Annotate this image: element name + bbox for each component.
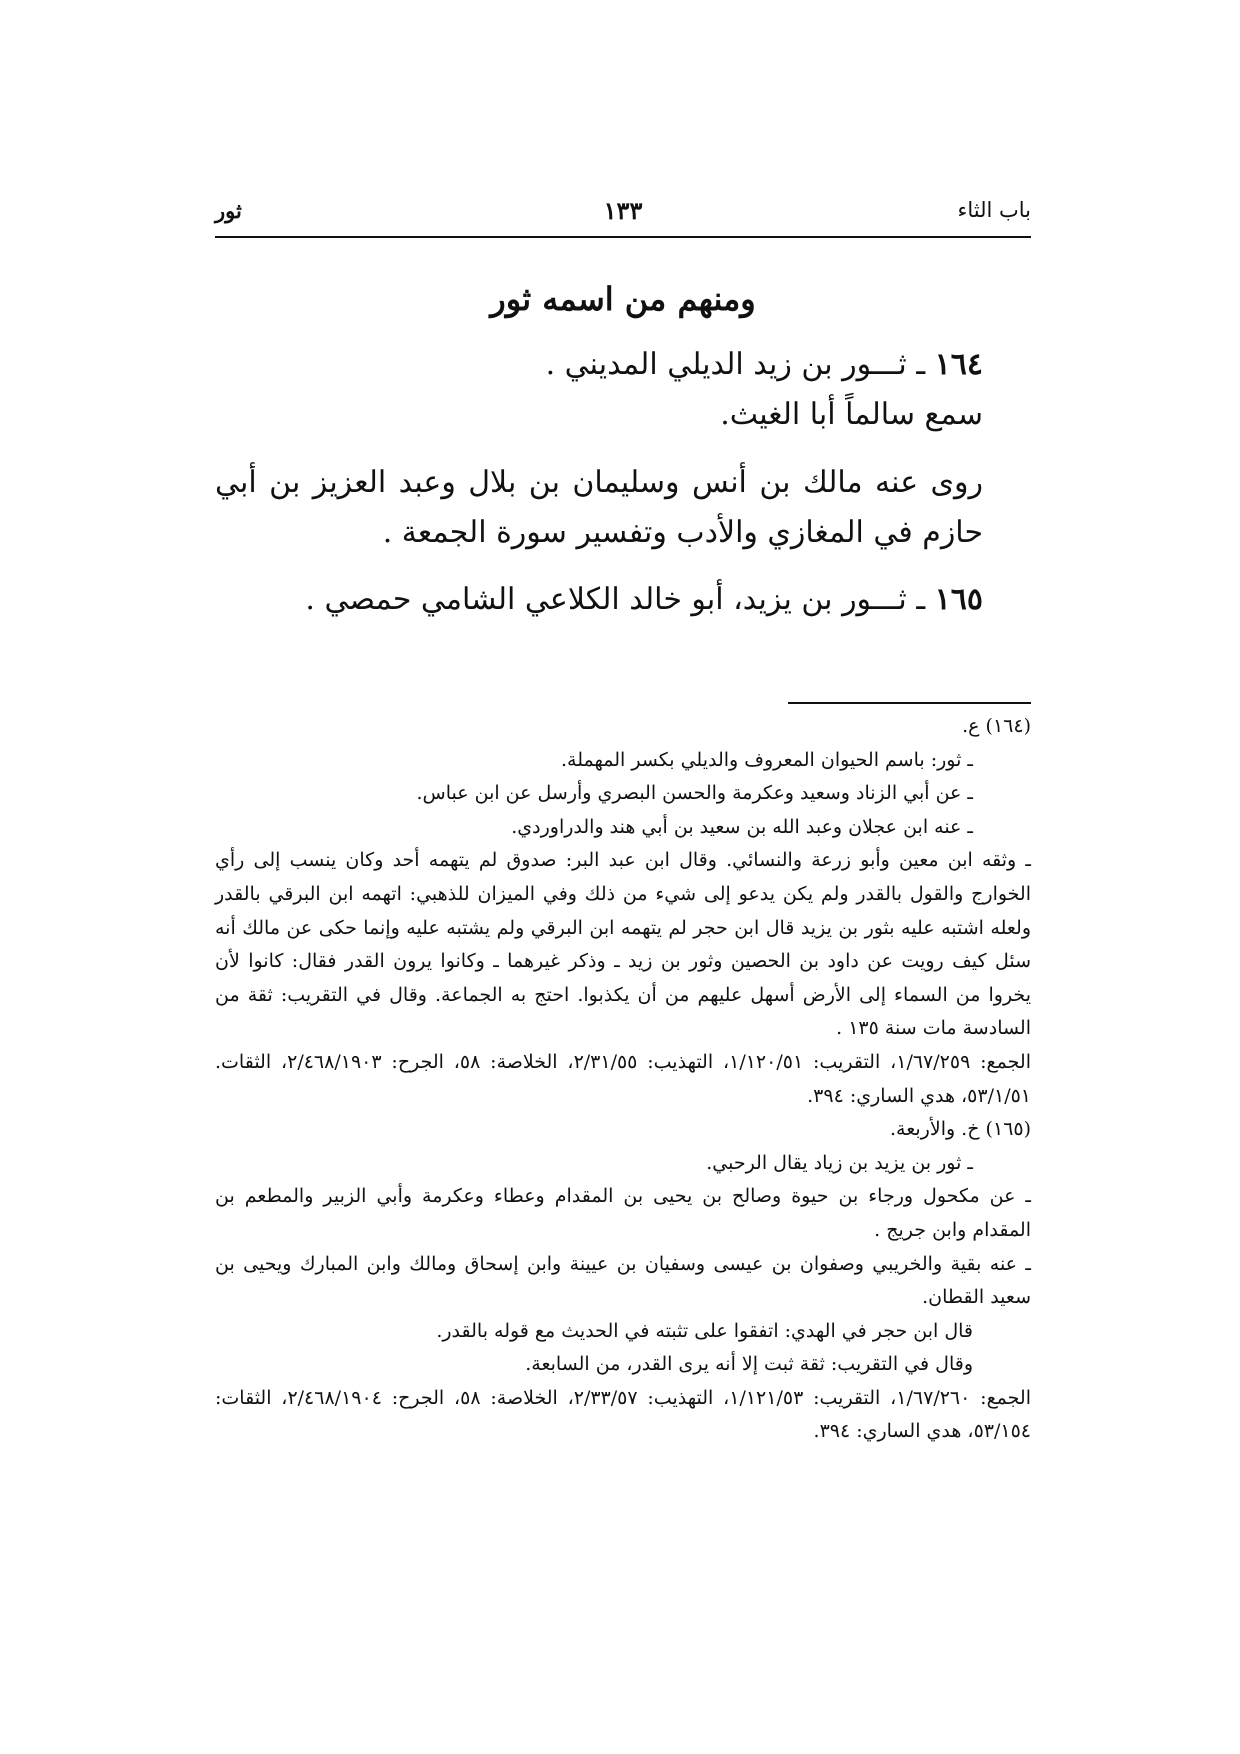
header-keyword: ثور [215, 198, 242, 223]
entry-line: سمع سالماً أبا الغيث. [720, 397, 983, 432]
entry-line: روى عنه مالك بن أنس وسليمان بن بلال وعبد العزيز بن أبي حازم في المغازي والأدب وتفسير سورة الجمعة . [215, 465, 983, 550]
entry-165 [215, 575, 1031, 625]
entry-name: ثـــور بن زيد الديلي المديني . [545, 347, 907, 382]
footnote-sources: الجمع: ١/٦٧/٢٦٠، التقريب: ١/١٢١/٥٣، التهذيب: ٢/٣٣/٥٧، الخلاصة: ٥٨، الجرح: ٢/٤٦٨/١٩٠٤، الثقات: ٥٣/١٥٤، هدي الساري: ٣٩٤. [215, 1386, 1031, 1443]
footnote-sources: الجمع: ١/٦٧/٢٥٩، التقريب: ١/١٢٠/٥١، التهذيب: ٢/٣١/٥٥، الخلاصة: ٥٨، الجرح: ٢/٤٦٨/١٩٠٣، الثقات. ٥٣/١/٥١، هدي الساري: ٣٩٤. [215, 1050, 1031, 1107]
running-header [215, 196, 1031, 238]
entry-number: ١٦٥ [934, 582, 983, 617]
chapter-title: باب الثاء [957, 198, 1031, 222]
entry-number: ١٦٤ [934, 347, 983, 382]
footnote-line: ـ عن مكحول ورجاء بن حيوة وصالح بن يحيى بن المقدام وعطاء وعكرمة وأبي الزبير والمطعم بن المقدام وابن جريج . [215, 1185, 1031, 1241]
page-number: ١٣٣ [603, 196, 643, 225]
section-title: ومنهم من اسمه ثور [490, 280, 756, 318]
footnote-line: ـ عنه بقية والخريبي وصفوان بن عيسى وسفيان بن عيينة وابن إسحاق ومالك وابن المبارك ويحيى بن سعيد القطان. [215, 1252, 1031, 1309]
footnote-ref-164: (١٦٤) ع. [962, 715, 1031, 737]
footnote-ref-165: (١٦٥) خ. والأربعة. [890, 1118, 1031, 1141]
footnote-line: ـ ثور بن يزيد بن زياد يقال الرحبي. [706, 1151, 973, 1174]
footnotes [215, 710, 1031, 1449]
footnote-line: ـ ثور: باسم الحيوان المعروف والديلي بكسر المهملة. [560, 748, 973, 771]
entry-heading: ١٦٥ ـ ثـــور بن يزيد، أبو خالد الكلاعي الشامي حمصي . [305, 582, 983, 617]
entry-name: ثـــور بن يزيد، أبو خالد الكلاعي الشامي حمصي . [305, 582, 907, 617]
entry-heading: ١٦٤ ـ ثـــور بن زيد الديلي المديني . [545, 347, 983, 382]
entry-164 [215, 340, 1031, 558]
footnote-divider [788, 702, 1031, 704]
footnote-line: قال ابن حجر في الهدي: اتفقوا على تثبته في الحديث مع قوله بالقدر. [436, 1319, 973, 1342]
footnote-paragraph: ـ وثقه ابن معين وأبو زرعة والنسائي. وقال ابن عبد البر: صدوق لم يتهمه أحد وكان ينسب إلى رأي الخوارج والقول بالقدر ولم يكن يدعو إلى شيء من ذلك وفي الميزان للذهبي: اتهمه ابن البرقي بالقدر ولعله اشتبه عليه بثور بن يزيد قال ابن حجر لم يتهمه ابن البرقي ولم يشتبه عليه وإنما حكى عن مالك أنه سئل كيف رويت عن داود بن الحصين وثور بن زيد ـ وذكر غيرهما ـ وكانوا يرون القدر فقال: كانوا لأن يخروا من السماء إلى الأرض أسهل عليهم من أن يكذبوا. احتج به الجماعة. وقال في التقريب: ثقة من السادسة مات سنة ١٣٥ . [215, 849, 1031, 1040]
footnote-line: ـ عن أبي الزناد وسعيد وعكرمة والحسن البصري وأرسل عن ابن عباس. [416, 782, 973, 805]
footnote-line: ـ عنه ابن عجلان وعبد الله بن سعيد بن أبي هند والدراوردي. [511, 815, 973, 838]
footnote-line: وقال في التقريب: ثقة ثبت إلا أنه يرى القدر، من السابعة. [525, 1353, 973, 1376]
